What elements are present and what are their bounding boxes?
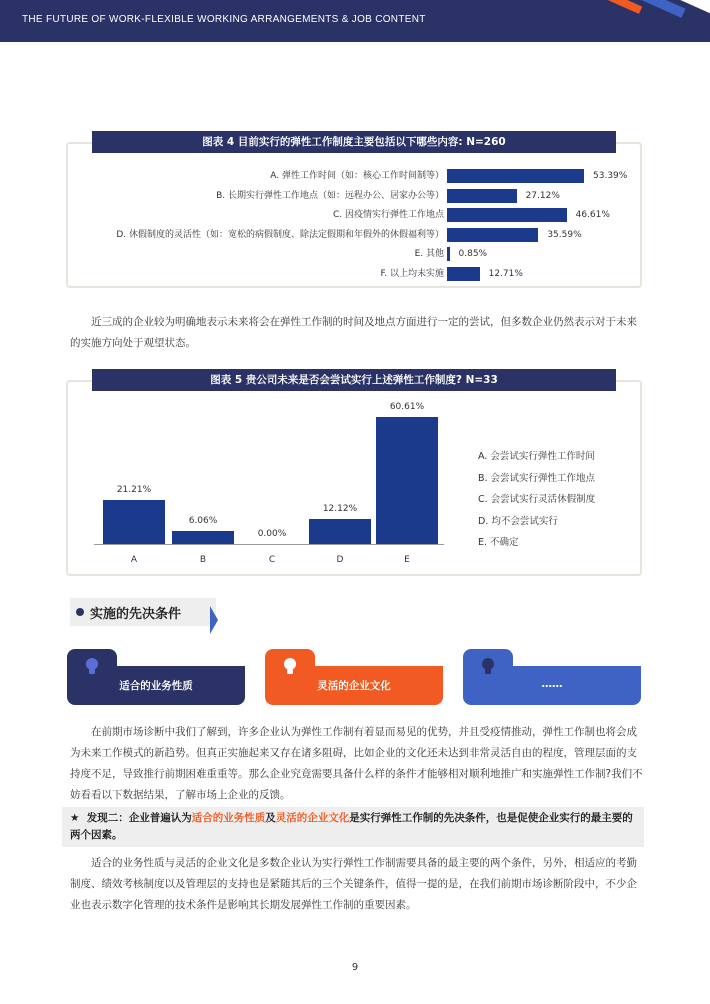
header-decor-stripe (557, 0, 642, 14)
fig4-bar (447, 189, 517, 203)
fig4-value-label: 46.61% (575, 210, 610, 220)
fig5-bar (376, 417, 438, 544)
paragraph-conditions: 适合的业务性质与灵活的企业文化是多数企业认为实行弹性工作制需要具备的最主要的两个条件，另外，相适应的考勤制度、绩效考核制度以及管理层的支持也是紧随其后的三个关键条件，值得一提的是，在我们前期市场诊断阶段中，不少企业也表示数字化管理的技术条件是影响其长期发展弹性工作制的重要因素。 (70, 857, 637, 911)
fig4-value-label: 35.59% (547, 229, 582, 240)
fig5-bar (309, 519, 371, 544)
fig4-category-label: D. 休假制度的灵活性（如：宽松的病假制度、除法定假期和年假外的休假福利等） (116, 229, 444, 240)
fig5-value-label: 12.12% (322, 503, 358, 514)
section-title: 实施的先决条件 (90, 607, 182, 622)
header-title: THE FUTURE OF WORK-FLEXIBLE WORKING ARRANGEMENTS & JOB CONTENT (22, 14, 426, 25)
fig5-category-label: C (268, 555, 276, 565)
fig4-bar (447, 169, 584, 183)
finding-box (62, 807, 644, 847)
paragraph-diagnosis: 在前期市场诊断中我们了解到，许多企业认为弹性工作制有着显而易见的优势，并且受疫情推动，弹性工作制也将会成为未来工作模式的新趋势。但真正实施起来又存在诸多阻碍，比如企业的文化还未达到非常灵活自由的程度，管理层面的支持度不足，导致推行前期困难重重等。那么企业究竟需要具备什么样的条件才能够相对顺利地推广和实施弹性工作制?我们不妨看看以下数据结果，了解市场上企业的反馈。 (70, 726, 643, 801)
card-label: …… (541, 678, 563, 690)
fig5-category-label: D (336, 555, 344, 565)
section-bullet-icon (76, 608, 84, 616)
fig5-value-label: 0.00% (257, 529, 287, 539)
card-label: 适合的业务性质 (119, 680, 193, 692)
fig5-value-label: 60.61% (389, 402, 425, 412)
fig4-value-label: 0.85% (458, 249, 488, 259)
section-heading (70, 598, 216, 626)
fig4-category-label: F. 以上均未实施 (380, 268, 444, 279)
fig5-legend-item: A. 会尝试实行弹性工作时间 (478, 451, 595, 462)
lightbulb-icon (279, 655, 301, 677)
fig4-bar (447, 267, 480, 281)
page-header (0, 0, 710, 42)
fig5-value-label: 6.06% (188, 516, 218, 527)
fig5-legend-item: B. 会尝试实行弹性工作地点 (478, 472, 596, 484)
fig4-bar (447, 247, 450, 261)
fig5-category-label: B (199, 555, 207, 565)
fig4-category-label: A. 弹性工作时间（如：核心工作时间制等） (270, 171, 444, 181)
paragraph-outlook: 近三成的企业较为明确地表示未来将会在弹性工作制的时间及地点方面进行一定的尝试，但多数企业仍然表示对于未来的实施方向处于观望状态。 (70, 316, 637, 349)
fig4-value-label: 27.12% (525, 190, 560, 201)
fig4-value-label: 12.71% (488, 268, 523, 279)
fig5-bar (103, 500, 165, 544)
figure5-baseline (94, 544, 444, 545)
fig5-legend-item: C. 会尝试实行灵活休假制度 (478, 494, 596, 505)
figure5-title: 图表 5 贵公司未来是否会尝试实行上述弹性工作制度? N=33 (92, 369, 616, 391)
lightbulb-icon (477, 655, 499, 677)
fig5-legend-item: D. 均不会尝试实行 (478, 515, 558, 527)
section-heading-accent (210, 606, 218, 634)
fig4-category-label: C. 因疫情实行弹性工作地点 (332, 210, 444, 220)
figure4-title: 图表 4 目前实行的弹性工作制度主要包括以下哪些内容: N=260 (92, 131, 616, 153)
finding-text: ★ 发现二：企业普遍认为适合的业务性质及灵活的企业文化是实行弹性工作制的先决条件，也是促使企业实行的最主要的两个因素。 (70, 812, 633, 841)
fig4-value-label: 53.39% (593, 171, 628, 181)
fig5-category-label: A (130, 555, 138, 565)
card-label: 灵活的企业文化 (317, 680, 391, 692)
fig4-category-label: B. 长期实行弹性工作地点（如：远程办公、居家办公等） (216, 190, 444, 201)
fig5-bar (172, 531, 234, 544)
fig5-value-label: 21.21% (116, 484, 152, 495)
fig4-category-label: E. 其他 (414, 249, 444, 259)
star-icon: ★ (70, 812, 80, 824)
lightbulb-icon (81, 655, 103, 677)
fig4-bar (447, 208, 567, 222)
page-number: 9 (351, 962, 359, 973)
fig4-bar (447, 228, 538, 242)
fig5-category-label: E (404, 555, 410, 565)
fig5-legend-item: E. 不确定 (478, 537, 519, 548)
